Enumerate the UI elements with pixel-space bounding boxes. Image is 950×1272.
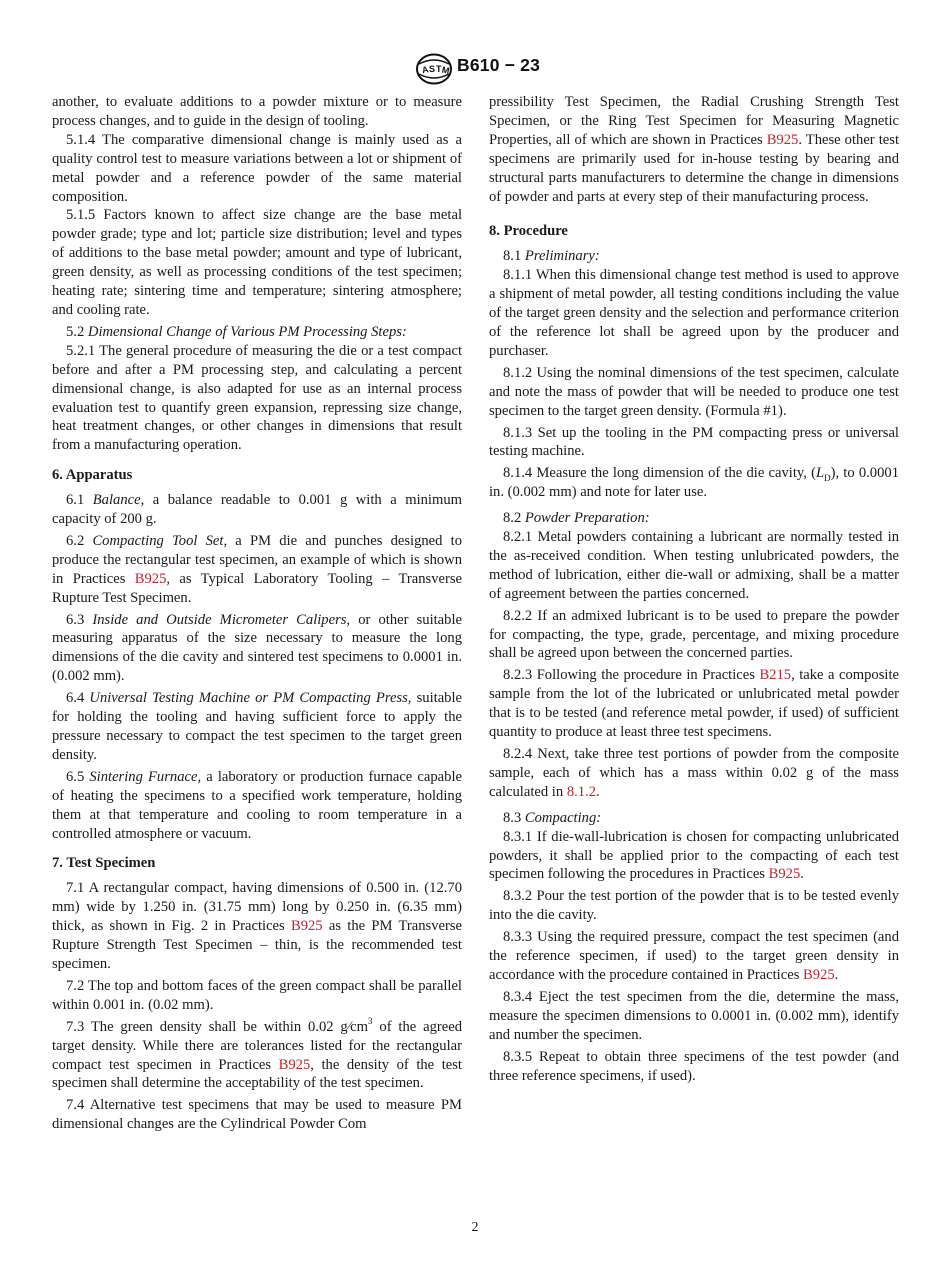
svg-text:A: A <box>421 64 430 76</box>
astm-logo-icon <box>415 53 453 85</box>
paragraph-8-2-1: 8.2.1 Metal powders containing a lubricant are normally tested in the as-received condition. When testing unlubricated powders, the method of lubrication, either die-wall or admixing, shall be a matter of agreement between the parties concerned. <box>489 529 899 602</box>
section-heading-test-specimen: 7. Test Specimen <box>52 855 156 872</box>
paragraph-8-3-2: 8.3.2 Pour the test portion of the powder that is to be tested evenly into the die cavity. <box>489 888 899 924</box>
paragraph-5-2-1: 5.2.1 The general procedure of measuring the die or a test compact before and after a PM processing step, and calculating a percent dimensional change, is also adapted for use as an internal process evaluation test to quantify green expansion, repressing size change, heat treatment changes, or other changes in dimensions that result from a manufacturing operation. <box>52 342 462 454</box>
paragraph-5-1-5: 5.1.5 Factors known to affect size change are the base metal powder grade; type and lot; particle size distribution; level and types of additions to the base metal powder; amount and type of lubricant, green density, as well as processing conditions of the test specimen; heating rate; sintering time and temperature; sintering atmosphere; and cooling rate. <box>52 207 462 318</box>
paragraph-8-2: 8.2 Powder Preparation: <box>503 510 650 527</box>
svg-text:S: S <box>429 64 436 74</box>
paragraph-8-3-4: 8.3.4 Eject the test specimen from the die, determine the mass, measure the specimen dimensions to 0.0001 in. (0.002 mm), identify and number the specimen. <box>489 988 899 1043</box>
paragraph-7-4: 7.4 Alternative test specimens that may be used to measure PM dimensional changes are the Cylindrical Powder Com <box>52 1097 462 1133</box>
paragraph-6-4: 6.4 Universal Testing Machine or PM Compacting Press, suitable for holding the tooling and having sufficient force to apply the pressure necessary to compact the test specimen to the target green density. <box>52 690 463 763</box>
section-heading-procedure: 8. Procedure <box>489 223 568 240</box>
paragraph-8-1-1: 8.1.1 When this dimensional change test method is used to approve a shipment of metal powder, all testing conditions including the value of the target green density and the selection and performance criterion of the reference lot shall be agreed upon by the producer and purchaser. <box>489 267 899 359</box>
document-designation: B610 − 23 <box>457 55 541 75</box>
reference-link-b925[interactable]: B925 <box>766 131 799 148</box>
reference-link-b215[interactable]: B215 <box>759 667 792 684</box>
reference-link-8-1-2[interactable]: 8.1.2 <box>566 783 596 800</box>
paragraph-8-3: 8.3 Compacting: <box>503 809 602 826</box>
paragraph-8-1-3: 8.1.3 Set up the tooling in the PM compacting press or universal testing machine. <box>489 424 899 460</box>
section-heading-apparatus: 6. Apparatus <box>52 467 133 484</box>
paragraph-5-2: 5.2 Dimensional Change of Various PM Processing Steps: <box>66 323 407 340</box>
paragraph-8-1-4: 8.1.4 Measure the long dimension of the die cavity, $(L_D)$, to 0.0001 in. (0.002 mm) and note for later use. <box>489 465 899 501</box>
paragraph-continuation: another, to evaluate additions to a powder mixture or to measure process changes, and to guide in the design of tooling. <box>52 94 462 129</box>
paragraph-6-5: 6.5 Sintering Furnace, a laboratory or production furnace capable of heating the specimens to a specified work temperature, holding them at that temperature and cooling to room temperature in a controlled atmosphere or vacuum. <box>52 768 462 842</box>
reference-link-b925[interactable]: B925 <box>278 1056 311 1073</box>
paragraph-8-2-4: 8.2.4 Next, take three test portions of powder from the composite sample, each of which has a mass within 0.02 g of the mass calculated in 8.1.2. <box>489 746 899 800</box>
left-column <box>52 93 462 1134</box>
paragraph-7-3: 7.3 The green density shall be within 0.02 $g⁄cm^3$ of the agreed target density. While there are tolerances listed for the rectangular compact test specimen in Practices B925, the density of the test specimen shall determine the acceptability of the test specimen. <box>52 1015 463 1092</box>
svg-text:M: M <box>441 64 451 77</box>
paragraph-8-1: 8.1 Preliminary: <box>503 248 600 265</box>
paragraph-8-2-3: 8.2.3 Following the procedure in Practices B215, take a composite sample from the lot of the lubricated or unlubricated metal powder that is to be tested (and reference metal powder, if used) of sufficient quantity to produce at least three test specimens. <box>489 667 899 741</box>
right-column <box>489 93 899 1085</box>
page-number: 2 <box>471 1220 479 1235</box>
paragraph-8-2-2: 8.2.2 If an admixed lubricant is to be used to prepare the powder for compacting, the type, grade, percentage, and mixing procedure shall be agreed upon between the concerned parties. <box>489 607 899 662</box>
svg-text:T: T <box>436 64 442 74</box>
reference-link-b925[interactable]: B925 <box>134 570 167 587</box>
paragraph-8-3-5: 8.3.5 Repeat to obtain three specimens of the test powder (and three reference specimens, if used). <box>489 1048 899 1084</box>
paragraph-7-1: 7.1 A rectangular compact, having dimensions of 0.500 in. (12.70 mm) wide by 1.250 in. (31.75 mm) long by 0.250 in. (6.35 mm) thick, as shown in Fig. 2 in Practices B925 as the PM Transverse Rupture Strength Test Specimen – thin, is the recommended test specimen. <box>52 880 462 972</box>
paragraph-6-2: 6.2 Compacting Tool Set, a PM die and punches designed to produce the rectangular test specimen, an example of which is shown in Practices B925, as Typical Laboratory Tooling – Transverse Rupture Test Specimen. <box>52 532 462 606</box>
paragraph-5-1-4: 5.1.4 The comparative dimensional change is mainly used as a quality control test to measure variations between a lot or shipment of metal powder and a reference powder of the same material composition. <box>52 131 462 205</box>
reference-link-b925[interactable]: B925 <box>290 918 323 935</box>
reference-link-b925[interactable]: B925 <box>803 966 835 983</box>
paragraph-6-1: 6.1 Balance, a balance readable to 0.001 g with a minimum capacity of 200 g. <box>52 492 462 528</box>
page-header <box>0 50 950 86</box>
paragraph-8-3-1: 8.3.1 If die-wall-lubrication is chosen for compacting unlubricated powders, it shall be applied prior to the compacting of each test specimen following the procedures in Practices B925. <box>489 828 899 883</box>
reference-link-b925[interactable]: B925 <box>768 866 801 883</box>
paragraph-6-3: 6.3 Inside and Outside Micrometer Calipers, or other suitable measuring apparatus of the size necessary to measure the long dimensions of the die cavity and sintered test specimens to 0.0001 in. (0.002 mm). <box>52 611 462 685</box>
paragraph-7-2: 7.2 The top and bottom faces of the green compact shall be parallel within 0.001 in. (0.02 mm). <box>52 977 462 1013</box>
paragraph-8-1-2: 8.1.2 Using the nominal dimensions of the test specimen, calculate and note the mass of powder that will be needed to produce one test specimen to the target green density. (Formula #1). <box>489 364 899 419</box>
paragraph-8-3-3: 8.3.3 Using the required pressure, compact the test specimen (and the reference specimen, if used) to the target green density in accordance with the procedure contained in Practices B925. <box>489 929 899 983</box>
paragraph-continuation: pressibility Test Specimen, the Radial Crushing Strength Test Specimen, or the Ring Test Specimen for Measuring Magnetic Properties, all of which are shown in Practices B925. These other test specimens are primarily used for in-house testing by bearing and structural parts manufacturers to determine the change in dimensions of powder and parts at every step of their manufacturing process. <box>489 94 899 205</box>
